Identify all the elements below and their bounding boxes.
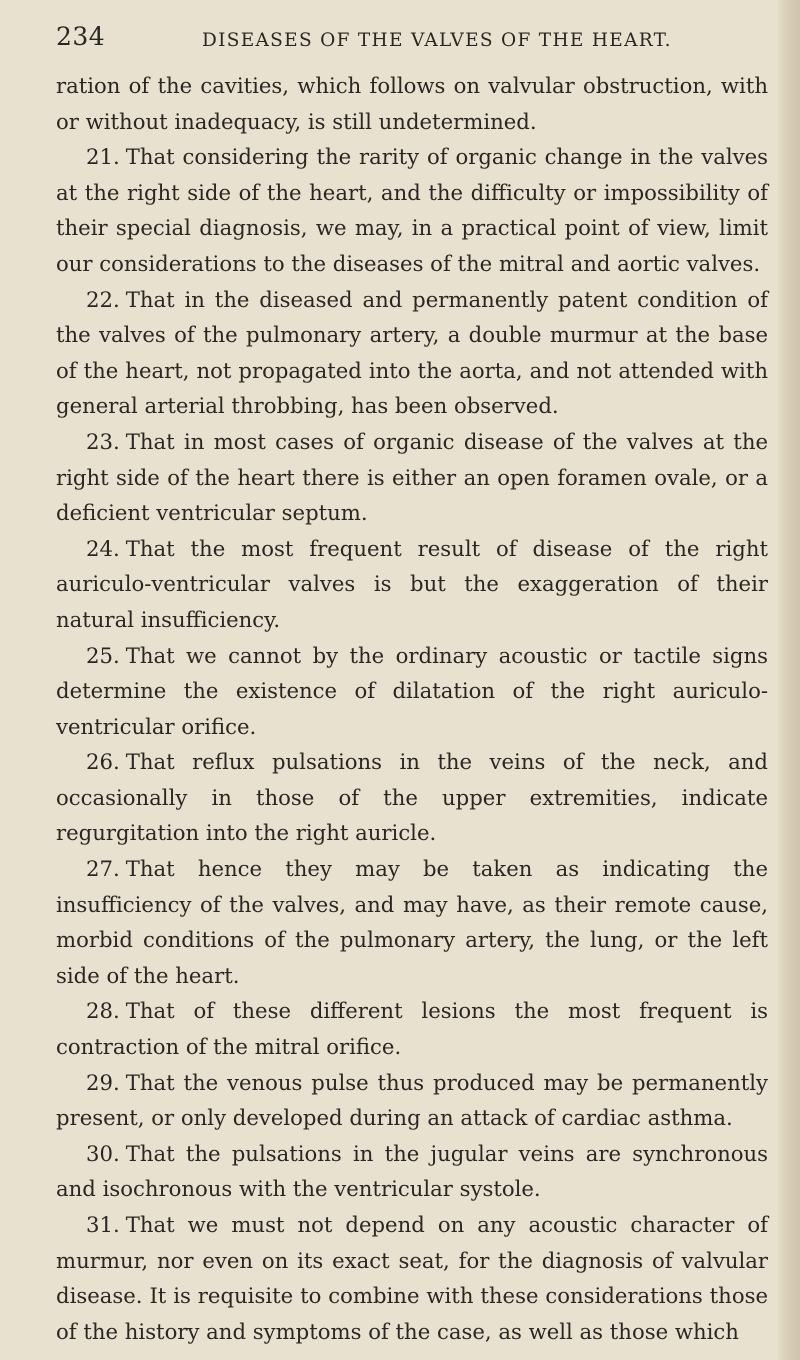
paragraph-text: That we must not depend on any acoustic character of murmur, nor even on its exact seat, for the diagnosis of valvular disease. It is requisite to combine with these considerations those of the history and symptoms of the case, as well as those which [56, 1212, 768, 1344]
book-page [56, 22, 768, 1349]
paragraph-number: 28. [86, 998, 120, 1024]
paragraph-text: That hence they may be taken as indicating the insufficiency of the valves, and may have, as their remote cause, morbid conditions of the pulmonary artery, the lung, or the left side of the heart. [56, 856, 768, 988]
paragraph-22 [56, 282, 768, 424]
paragraph-number: 22. [86, 286, 120, 312]
running-head [56, 22, 768, 62]
paragraph-text: That the venous pulse thus produced may be permanently present, or only developed during an attack of cardiac asthma. [56, 1069, 768, 1131]
paragraph-text: That reflux pulsations in the veins of the neck, and occasionally in those of the upper extremities, indicate regurgitation into the right auricle. [56, 749, 768, 846]
paragraph-number: 27. [86, 856, 120, 882]
paragraph-text: That we cannot by the ordinary acoustic or tactile signs determine the existence of dilatation of the right auriculo-ventricular orifice. [56, 642, 768, 739]
page-number: 234 [56, 22, 106, 51]
paragraph-31 [56, 1207, 768, 1349]
paragraph-text: That considering the rarity of organic change in the valves at the right side of the heart, and the difficulty or impossibility of their special diagnosis, we may, in a practical point of view, limit our considerations to the diseases of the mitral and aortic valves. [56, 144, 768, 276]
body-text [56, 68, 768, 1349]
paragraph-text: ration of the cavities, which follows on valvular obstruction, with or without inadequacy, is still undetermined. [56, 73, 768, 134]
paragraph-24 [56, 531, 768, 638]
paragraph-21 [56, 139, 768, 281]
paragraph-28 [56, 993, 768, 1064]
paragraph-23 [56, 424, 768, 531]
paragraph-25 [56, 638, 768, 745]
paragraph-number: 26. [86, 749, 120, 775]
page-edge-shadow [778, 0, 800, 1360]
paragraph-text: That in most cases of organic disease of the valves at the right side of the heart there is either an open foramen ovale, or a deficient ventricular septum. [56, 428, 768, 526]
running-title: DISEASES OF THE VALVES OF THE HEART. [202, 30, 672, 51]
paragraph-text: That in the diseased and permanently patent condition of the valves of the pulmonary artery, a double murmur at the base of the heart, not propagated into the aorta, and not attended with general arterial throbbing, has been observed. [56, 286, 768, 419]
paragraph-number: 25. [86, 642, 120, 668]
paragraph-continuation [56, 68, 768, 139]
paragraph-30 [56, 1136, 768, 1207]
paragraph-26 [56, 744, 768, 851]
paragraph-number: 30. [86, 1140, 120, 1166]
paragraph-number: 23. [86, 428, 120, 454]
paragraph-text: That the most frequent result of disease of the right auriculo-ventricular valves is but the exaggeration of their natural insufficiency. [56, 535, 768, 632]
paragraph-29 [56, 1065, 768, 1136]
paragraph-number: 29. [86, 1069, 120, 1095]
paragraph-number: 31. [86, 1212, 120, 1237]
paragraph-27 [56, 851, 768, 993]
paragraph-number: 21. [86, 144, 120, 170]
paragraph-number: 24. [86, 535, 120, 561]
paragraph-text: That of these different lesions the most frequent is contraction of the mitral orifice. [56, 998, 768, 1060]
paragraph-text: That the pulsations in the jugular veins are synchronous and isochronous with the ventricular systole. [56, 1140, 768, 1202]
